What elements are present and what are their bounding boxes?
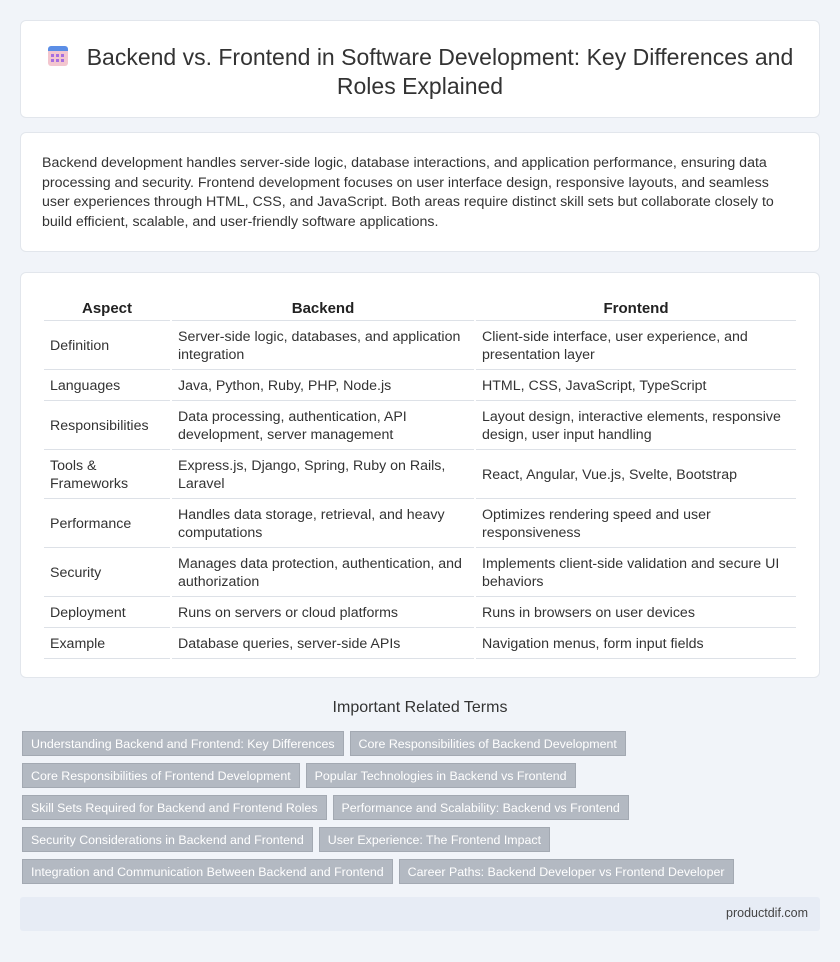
related-term-link[interactable]: Core Responsibilities of Backend Development [350, 731, 626, 756]
cell-frontend: React, Angular, Vue.js, Svelte, Bootstrap [476, 452, 796, 499]
cell-aspect: Example [44, 630, 170, 659]
table-header-row [44, 297, 796, 321]
cell-frontend: Client-side interface, user experience, and presentation layer [476, 323, 796, 370]
cell-backend: Java, Python, Ruby, PHP, Node.js [172, 372, 474, 401]
cell-backend: Server-side logic, databases, and application integration [172, 323, 474, 370]
cell-aspect: Tools & Frameworks [44, 452, 170, 499]
cell-aspect: Responsibilities [44, 403, 170, 450]
cell-frontend: HTML, CSS, JavaScript, TypeScript [476, 372, 796, 401]
cell-frontend: Navigation menus, form input fields [476, 630, 796, 659]
related-term-link[interactable]: User Experience: The Frontend Impact [319, 827, 550, 852]
cell-frontend: Layout design, interactive elements, responsive design, user input handling [476, 403, 796, 450]
related-terms-title: Important Related Terms [332, 699, 508, 716]
cell-backend: Runs on servers or cloud platforms [172, 599, 474, 628]
intro-text: Backend development handles server-side logic, database interactions, and application performance, ensuring data processing and security. Frontend development focuses on user interface design, responsive layouts, and seamless user experiences through HTML, CSS, and JavaScript. Both areas require distinct skill sets but collaborate closely to build efficient, scalable, and user-friendly software applications. [42, 155, 774, 230]
table-row [44, 323, 796, 370]
title-card [20, 20, 820, 118]
related-term-link[interactable]: Understanding Backend and Frontend: Key Differences [22, 731, 344, 756]
related-term-link[interactable]: Skill Sets Required for Backend and Frontend Roles [22, 795, 327, 820]
cell-backend: Handles data storage, retrieval, and heavy computations [172, 501, 474, 548]
table-row [44, 452, 796, 499]
cell-frontend: Runs in browsers on user devices [476, 599, 796, 628]
table-row [44, 501, 796, 548]
cell-backend: Database queries, server-side APIs [172, 630, 474, 659]
header-backend: Backend [172, 297, 474, 321]
related-terms-list [22, 731, 812, 891]
cell-aspect: Deployment [44, 599, 170, 628]
cell-aspect: Security [44, 550, 170, 597]
table-row [44, 372, 796, 401]
cell-aspect: Definition [44, 323, 170, 370]
related-term-link[interactable]: Security Considerations in Backend and Frontend [22, 827, 313, 852]
table-row [44, 550, 796, 597]
table-row [44, 599, 796, 628]
comparison-table [42, 295, 798, 661]
related-term-link[interactable]: Performance and Scalability: Backend vs Frontend [333, 795, 629, 820]
related-term-link[interactable]: Career Paths: Backend Developer vs Frontend Developer [399, 859, 734, 884]
cell-frontend: Optimizes rendering speed and user responsiveness [476, 501, 796, 548]
cell-aspect: Performance [44, 501, 170, 548]
related-term-link[interactable]: Core Responsibilities of Frontend Development [22, 763, 300, 788]
table-row [44, 630, 796, 659]
cell-frontend: Implements client-side validation and secure UI behaviors [476, 550, 796, 597]
related-term-link[interactable]: Integration and Communication Between Backend and Frontend [22, 859, 393, 884]
footer-site-link[interactable]: productdif.com [726, 906, 808, 920]
header-frontend: Frontend [476, 297, 796, 321]
page-title-wrap [21, 43, 819, 101]
comparison-table-card [20, 272, 820, 678]
cell-backend: Express.js, Django, Spring, Ruby on Rails, Laravel [172, 452, 474, 499]
footer-bar [20, 897, 820, 931]
cell-backend: Manages data protection, authentication, and authorization [172, 550, 474, 597]
table-row [44, 403, 796, 450]
page-title: Backend vs. Frontend in Software Development: Key Differences and Roles Explained [86, 44, 794, 99]
cell-backend: Data processing, authentication, API development, server management [172, 403, 474, 450]
calendar-icon [47, 45, 69, 67]
related-term-link[interactable]: Popular Technologies in Backend vs Frontend [306, 763, 576, 788]
cell-aspect: Languages [44, 372, 170, 401]
header-aspect: Aspect [44, 297, 170, 321]
intro-card [20, 132, 820, 252]
